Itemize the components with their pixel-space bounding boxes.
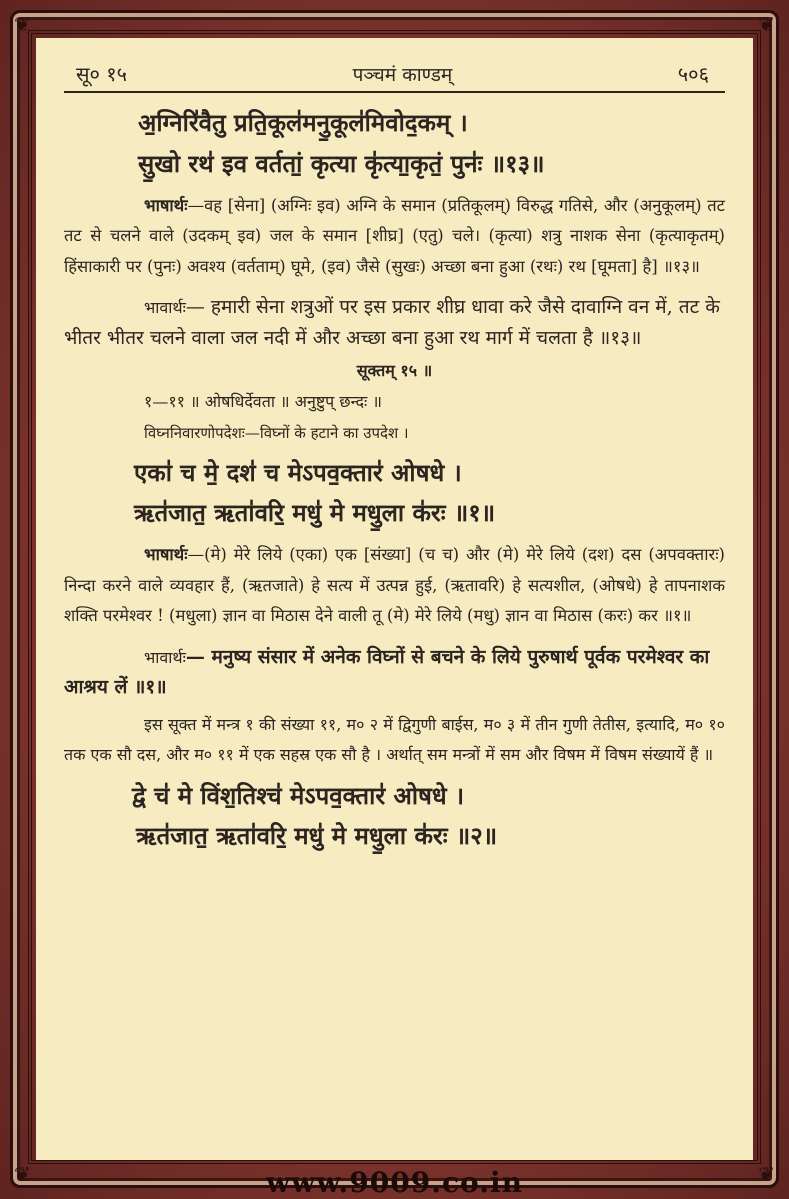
corner-ornament-icon: ❦ (14, 1162, 31, 1186)
mantra-13-line-1: अ॒ग्निरि॑वैतु प्रति॒कूल॑मनु॒कूल॑मिवोद॒कम् । (138, 108, 468, 137)
bhashartha-text: —वह [सेना] (अग्निः इव) अग्नि के समान (प्रतिकूलम्) विरुद्ध गतिसे, और (अनुकूलम्) तट तट से चलने वाले (उदकम् इव) जल के समान [शीघ्र] (एतु) चले। (कृत्या) शत्रु नाशक सेना (कृत्याकृतम्) हिंसाकारी पर (पुनः) अवश्य (वर्तताम्) घूमे, (इव) जैसे (सुखः) अच्छा बना हुआ (रथः) रथ [घूमता] है] ॥१३॥ (64, 195, 725, 276)
book-page (36, 38, 753, 1160)
mantra-2-line-1: द्वे च॑ मे विंश॒तिश्च॑ मेऽपव॒क्तार॑ ओषधे । (132, 780, 465, 810)
header-rule (64, 91, 725, 93)
bhashartha-1 (64, 540, 725, 632)
bhavartha-text: — हमारी सेना शत्रुओं पर इस प्रकार शीघ्र धावा करे जैसे दावाग्नि वन में, तट के भीतर भीतर चलने वाला जल नदी में और अच्छा बना हुआ रथ मार्ग में चलता है ॥१३॥ (64, 296, 720, 349)
header-page-number: ५०६ (677, 62, 709, 86)
bhavartha-label: भावार्थः (144, 647, 186, 667)
mantra-1-line-1: एका॑ च मे॒ दश॑ च मेऽपव॒क्तार॑ ओषधे । (134, 457, 462, 487)
bhavartha-1 (64, 642, 725, 703)
bhavartha-label: भावार्थः (144, 298, 186, 318)
bhashartha-13 (64, 191, 725, 283)
bhashartha-label: भाषार्थः (144, 545, 188, 565)
footer-website-url: www.9009.co.in (266, 1166, 523, 1199)
bhashartha-label: भाषार्थः (144, 195, 188, 215)
sukta-upadesha: विघ्ननिवारणोपदेशः—विघ्नों के हटाने का उपदेश । (144, 423, 409, 442)
page-header (64, 60, 725, 91)
mantra-1-line-2: ऋत॑जात॒ ऋता॑वरि॒ मधु॑ मे मधु॒ला क॑रः ॥१॥ (134, 498, 496, 528)
sukta-meta: १—११ ॥ ओषधिर्देवता ॥ अनुष्टुप् छन्दः ॥ (144, 391, 382, 411)
sukta-note: इस सूक्त में मन्त्र १ की संख्या ११, म० २ में द्विगुणी बाईस, म० ३ में तीन गुणी तेतीस, इत्यादि, म० १० तक एक सौ दस, और म० ११ में एक सहस्र एक सौ है । अर्थात् सम मन्त्रों में सम और विषम में विषम संख्यायें हैं ॥ (64, 715, 725, 765)
corner-ornament-icon: ❦ (14, 12, 31, 36)
bhashartha-text: —(मे) मेरे लिये (एका) एक [संख्या] (च च) और (मे) मेरे लिये (दश) दस (अपवक्तारः) निन्दा करने वाले व्यवहार हैं, (ऋतजाते) हे सत्य में उत्पन्न हुई, (ऋतावरि) हे सत्यशील, (ओषधे) हे तापनाशक शक्ति परमेश्वर ! (मधुला) ज्ञान वा मिठास देने वाली तू (मे) मेरे लिये (मधु) ज्ञान वा मिठास (करः) कर ॥१॥ (64, 545, 725, 626)
corner-ornament-icon: ❦ (758, 1162, 775, 1186)
mantra-2-line-2: ऋत॑जात॒ ऋता॑वरि॒ मधु॑ मे मधु॒ला क॑रः ॥२॥ (136, 821, 498, 851)
header-sukta-number: सू० १५ (76, 62, 128, 86)
sukta-title: सूक्तम् १५ ॥ (356, 360, 433, 380)
mantra-13-line-2: सु॒खो रथ॑ इव वर्ततां॒ कृत्या कृ॑त्या॒कृतं॒ पुनः॑ ॥१३॥ (138, 148, 545, 178)
bhavartha-13 (64, 292, 725, 353)
bhavartha-text: — मनुष्य संसार में अनेक विघ्नों से बचने के लिये पुरुषार्थ पूर्वक परमेश्वर का आश्रय लें ॥१॥ (64, 645, 710, 699)
corner-ornament-icon: ❦ (758, 12, 775, 36)
header-kanda-title: पञ्चमं काण्डम् (352, 64, 453, 86)
